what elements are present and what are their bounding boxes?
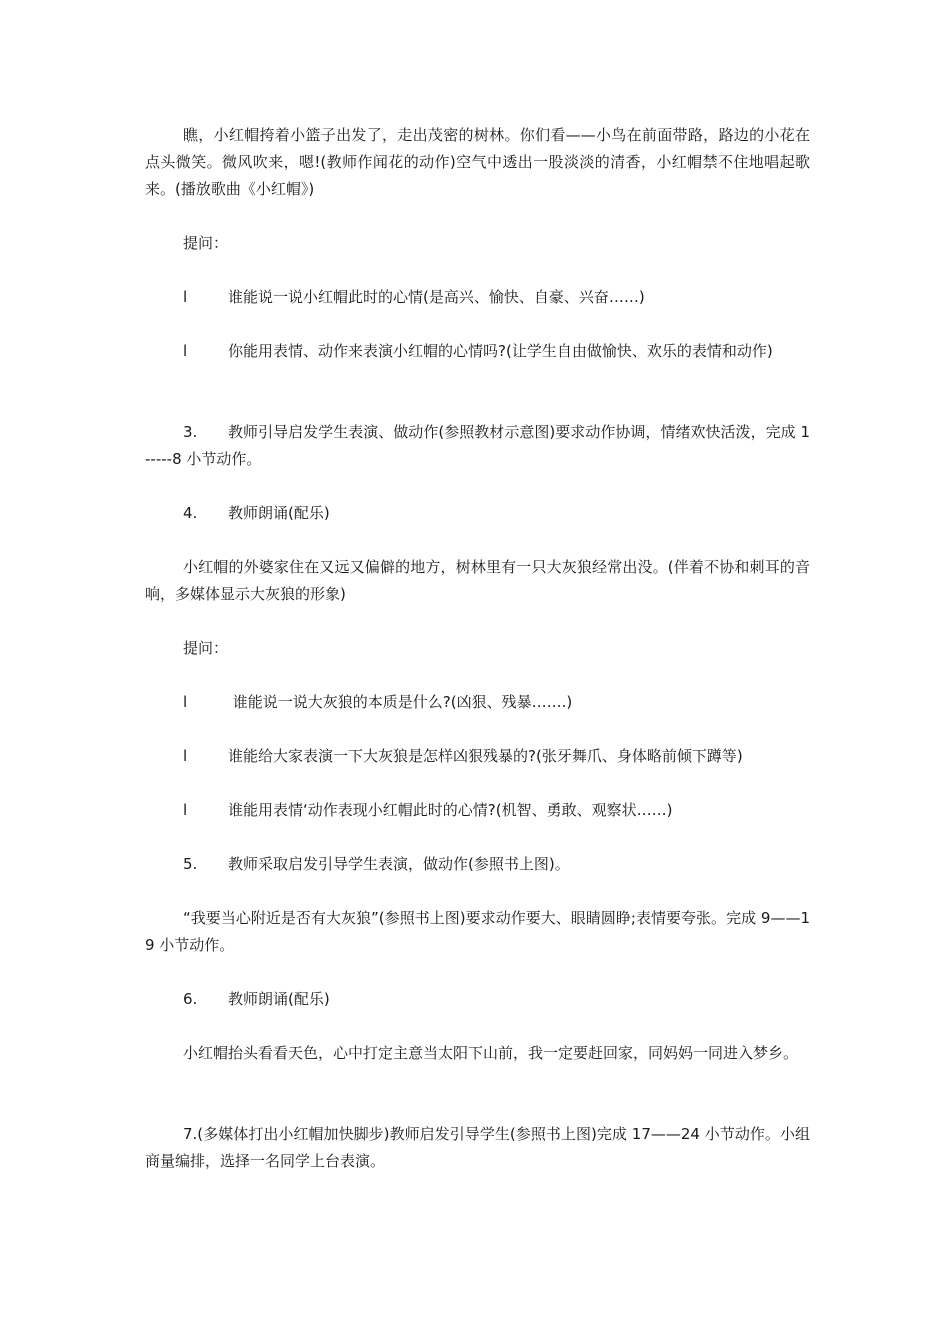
list-item-text: 谁能说一说小红帽此时的心情(是高兴、愉快、自豪、兴奋……) (228, 288, 645, 306)
paragraph-story-1: 瞧，小红帽挎着小篮子出发了，走出茂密的树林。你们看——小鸟在前面带路，路边的小花在点头微笑。微风吹来，嗯!(教师作闻花的动作)空气中透出一股淡淡的清香，小红帽禁不住地唱起歌来。(播放歌曲《小红帽》) (145, 126, 810, 198)
paragraph-question-label-2: 提问： (183, 639, 229, 657)
bullet-marker: l (183, 747, 188, 765)
paragraph-instruction: “我要当心附近是否有大灰狼”(参照书上图)要求动作要大、眼睛圆睁;表情要夸张。完成 9——19 小节动作。 (145, 909, 810, 954)
number-marker: 4. (183, 504, 198, 522)
list-item (145, 689, 810, 716)
list-item-text: 谁能用表情‘动作表现小红帽此时的心情?(机智、勇敢、观察状……) (228, 801, 673, 819)
numbered-item-6 (145, 986, 810, 1013)
list-item (145, 797, 810, 824)
list-item (145, 284, 810, 311)
paragraph-story-3: 小红帽抬头看看天色，心中打定主意当太阳下山前，我一定要赶回家，同妈妈一同进入梦乡。 (183, 1044, 799, 1062)
number-marker: 6. (183, 990, 198, 1008)
numbered-item-text: 教师朗诵(配乐) (228, 990, 330, 1008)
bullet-marker: l (183, 801, 188, 819)
numbered-item-text: 教师引导启发学生表演、做动作(参照教材示意图)要求动作协调，情绪欢快活泼，完成 1-----8 小节动作。 (145, 423, 810, 468)
bullet-marker: l (183, 288, 188, 306)
bullet-marker: l (183, 693, 188, 711)
list-item (145, 338, 810, 365)
list-item-text: 谁能说一说大灰狼的本质是什么?(凶狠、残暴…….) (228, 693, 573, 711)
numbered-item-3 (145, 419, 810, 473)
paragraph-step-7: 7.(多媒体打出小红帽加快脚步)教师启发引导学生(参照书上图)完成 17——24 小节动作。小组商量编排，选择一名同学上台表演。 (145, 1125, 810, 1170)
list-item-text: 你能用表情、动作来表演小红帽的心情吗?(让学生自由做愉快、欢乐的表情和动作) (228, 342, 773, 360)
paragraph-story-2: 小红帽的外婆家住在又远又偏僻的地方，树林里有一只大灰狼经常出没。(伴着不协和刺耳的音响，多媒体显示大灰狼的形象) (145, 558, 810, 603)
paragraph-question-label-1: 提问： (183, 234, 229, 252)
number-marker: 3. (183, 423, 198, 441)
numbered-item-5 (145, 851, 810, 878)
number-marker: 5. (183, 855, 198, 873)
numbered-item-4 (145, 500, 810, 527)
list-item (145, 743, 810, 770)
bullet-marker: l (183, 342, 188, 360)
numbered-item-text: 教师朗诵(配乐) (228, 504, 330, 522)
numbered-item-text: 教师采取启发引导学生表演，做动作(参照书上图)。 (228, 855, 570, 873)
list-item-text: 谁能给大家表演一下大灰狼是怎样凶狠残暴的?(张牙舞爪、身体略前倾下蹲等) (228, 747, 743, 765)
